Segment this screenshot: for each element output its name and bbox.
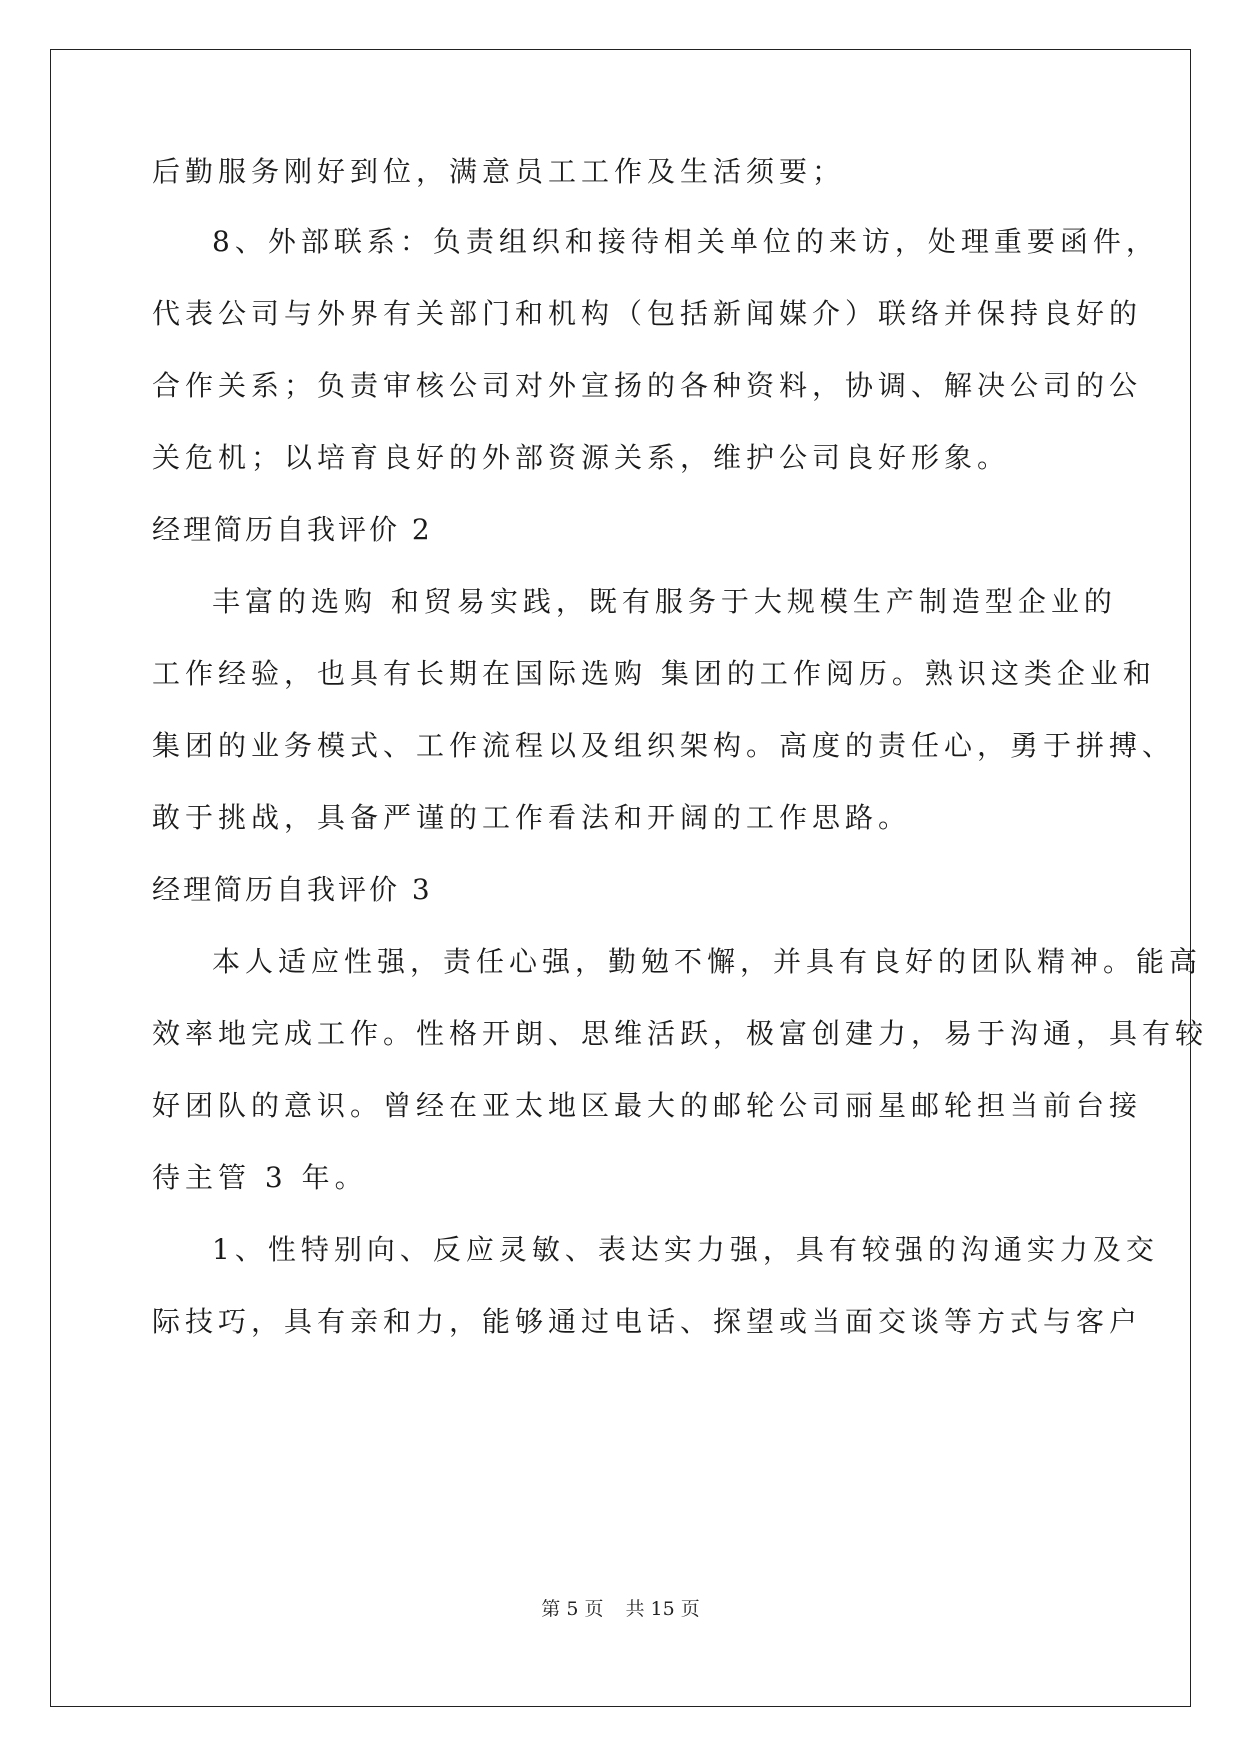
body-text-line: 本人适应性强，责任心强，勤勉不懈，并具有良好的团队精神。能高 <box>212 945 1203 978</box>
body-text-line: 丰富的选购 和贸易实践，既有服务于大规模生产制造型企业的 <box>212 585 1117 618</box>
section-heading-2: 经理简历自我评价 2 <box>152 513 433 546</box>
body-text-line: 工作经验，也具有长期在国际选购 集团的工作阅历。熟识这类企业和 <box>152 657 1156 690</box>
body-text-line: 代表公司与外界有关部门和机构（包括新闻媒介）联络并保持良好的 <box>152 297 1143 330</box>
list-item-1-line: 1、性特别向、反应灵敏、表达实力强，具有较强的沟通实力及交 <box>212 1233 1159 1266</box>
body-text-line: 集团的业务模式、工作流程以及组织架构。高度的责任心，勇于拼搏、 <box>152 729 1176 762</box>
body-text-line: 敢于挑战，具备严谨的工作看法和开阔的工作思路。 <box>152 801 912 834</box>
list-item-8-line: 8、外部联系：负责组织和接待相关单位的来访，处理重要函件， <box>212 225 1159 258</box>
page-total: 共 15 页 <box>625 1598 700 1620</box>
body-text-line: 好团队的意识。曾经在亚太地区最大的邮轮公司丽星邮轮担当前台接 <box>152 1089 1143 1122</box>
body-text-line: 效率地完成工作。性格开朗、思维活跃，极富创建力，易于沟通，具有较 <box>152 1017 1209 1050</box>
page-number: 第 5 页 <box>541 1598 604 1620</box>
section-heading-3: 经理简历自我评价 3 <box>152 873 433 906</box>
body-text-line: 合作关系；负责审核公司对外宣扬的各种资料，协调、解决公司的公 <box>152 369 1143 402</box>
body-text-line: 际技巧，具有亲和力，能够通过电话、探望或当面交谈等方式与客户 <box>152 1305 1143 1338</box>
page-footer <box>0 1597 1241 1621</box>
body-text-line: 待主管 3 年。 <box>152 1161 368 1194</box>
body-text-line: 后勤服务刚好到位，满意员工工作及生活须要； <box>152 155 846 188</box>
body-text-line: 关危机；以培育良好的外部资源关系，维护公司良好形象。 <box>152 441 1011 474</box>
